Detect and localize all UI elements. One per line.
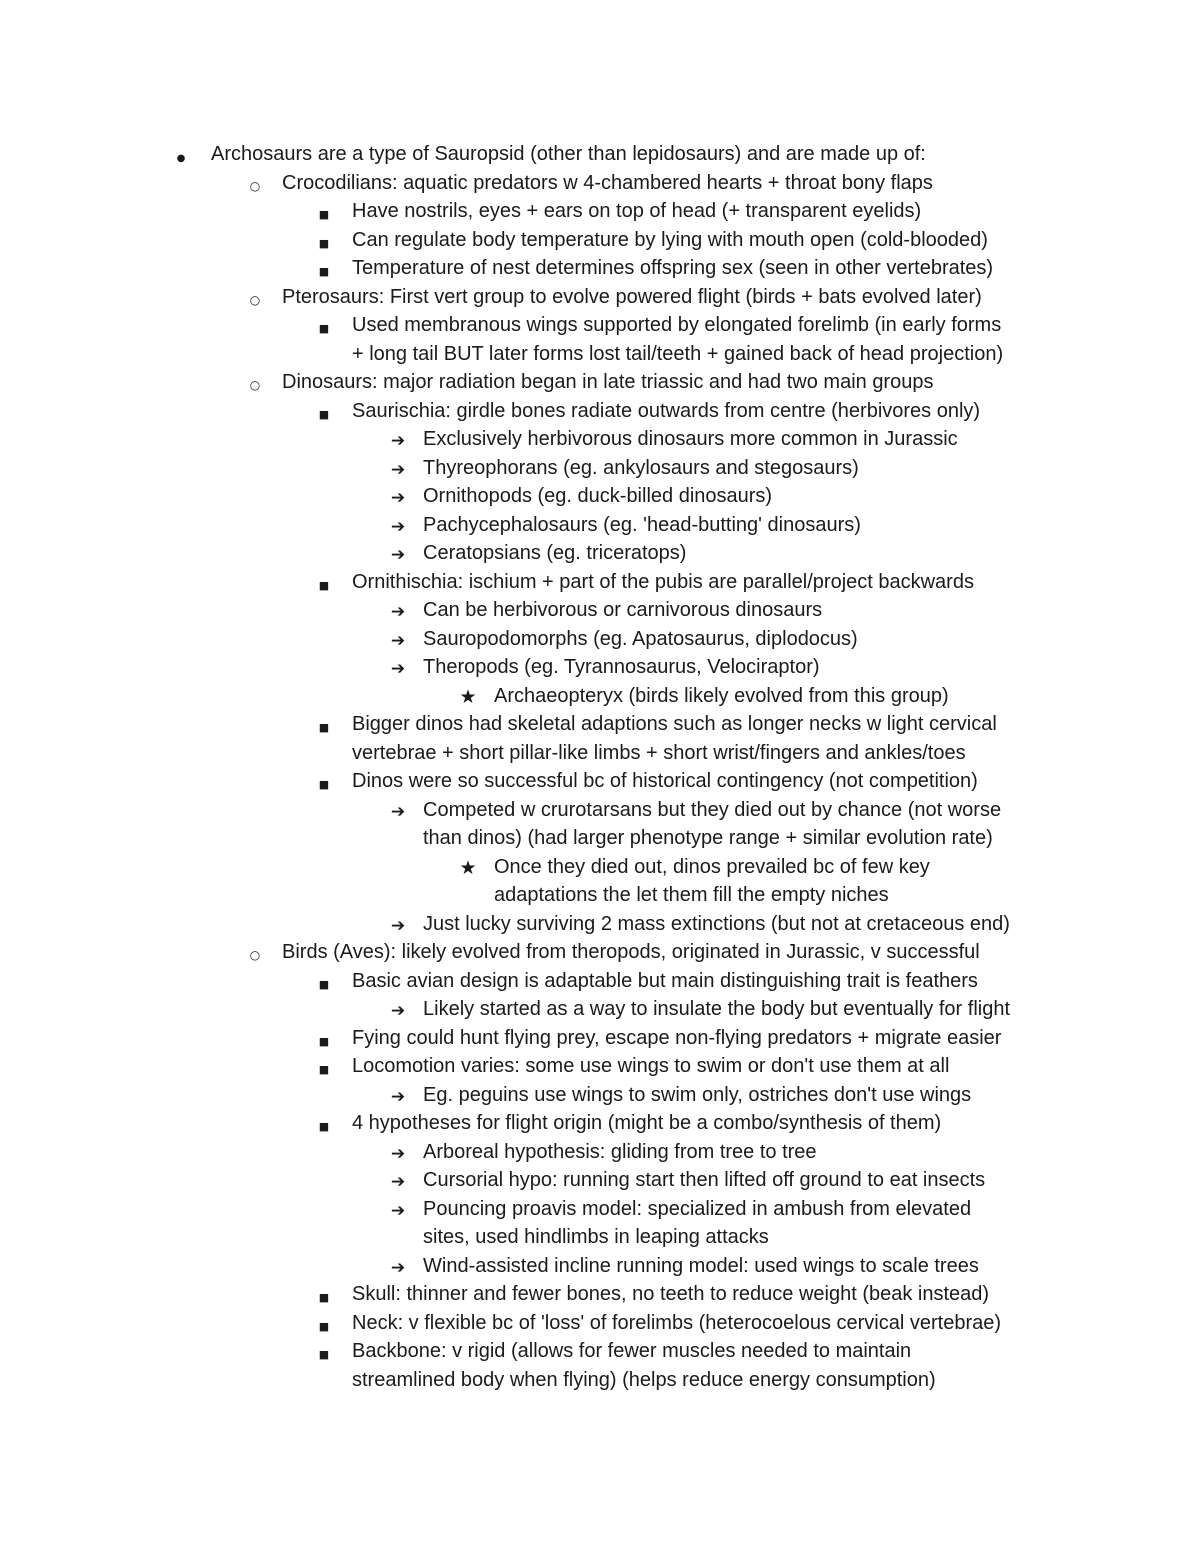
arrow-bullet-icon	[385, 1081, 411, 1111]
circle-bullet-icon	[242, 368, 268, 399]
outline-text: Wind-assisted incline running model: used wings to scale trees	[423, 1255, 979, 1277]
arrow-bullet-icon	[385, 796, 411, 826]
outline-text: Can regulate body temperature by lying with mouth open (cold-blooded)	[352, 229, 988, 251]
outline-text: Competed w crurotarsans but they died out by chance (not worse	[423, 799, 1002, 821]
outline-text: Pachycephalosaurs (eg. 'head-butting' dinosaurs)	[423, 514, 861, 536]
outline-text: Eg. peguins use wings to swim only, ostriches don't use wings	[423, 1084, 972, 1106]
outline-text: Once they died out, dinos prevailed bc of few key	[494, 856, 930, 878]
arrow-bullet-icon	[385, 995, 411, 1025]
square-bullet-icon	[311, 1337, 337, 1369]
square-bullet-icon	[311, 767, 337, 799]
arrow-bullet-icon	[385, 653, 411, 683]
outline-text: Can be herbivorous or carnivorous dinosaurs	[423, 599, 823, 621]
outline-text: Basic avian design is adaptable but main distinguishing trait is feathers	[352, 970, 978, 992]
disc-bullet-icon	[168, 140, 194, 173]
circle-bullet-icon	[242, 169, 268, 200]
square-bullet-icon	[311, 710, 337, 742]
outline-text: Just lucky surviving 2 mass extinctions (but not at cretaceous end)	[423, 913, 1010, 935]
square-bullet-icon	[311, 197, 337, 229]
outline-text: Fying could hunt flying prey, escape non-flying predators + migrate easier	[352, 1027, 1002, 1049]
square-bullet-icon	[311, 967, 337, 999]
arrow-bullet-icon	[385, 1252, 411, 1282]
outline-text: 4 hypotheses for flight origin (might be a combo/synthesis of them)	[352, 1112, 942, 1134]
square-bullet-icon	[311, 254, 337, 286]
circle-bullet-icon	[242, 938, 268, 969]
outline-text: Arboreal hypothesis: gliding from tree to tree	[423, 1141, 817, 1163]
outline-text: Sauropodomorphs (eg. Apatosaurus, diplodocus)	[423, 628, 858, 650]
outline-text: Cursorial hypo: running start then lifted off ground to eat insects	[423, 1169, 986, 1191]
outline-text: Locomotion varies: some use wings to swim or don't use them at all	[352, 1055, 950, 1077]
arrow-bullet-icon	[385, 482, 411, 512]
outline-text: Ceratopsians (eg. triceratops)	[423, 542, 687, 564]
square-bullet-icon	[311, 568, 337, 600]
outline-text: than dinos) (had larger phenotype range + similar evolution rate)	[423, 827, 993, 849]
outline-text: Bigger dinos had skeletal adaptions such as longer necks w light cervical	[352, 713, 997, 735]
outline-text: Used membranous wings supported by elongated forelimb (in early forms	[352, 314, 1002, 336]
arrow-bullet-icon	[385, 910, 411, 940]
outline-text: Archosaurs are a type of Sauropsid (other than lepidosaurs) and are made up of:	[211, 143, 926, 165]
square-bullet-icon	[311, 397, 337, 429]
outline-text: Thyreophorans (eg. ankylosaurs and stegosaurs)	[423, 457, 859, 479]
arrow-bullet-icon	[385, 539, 411, 569]
outline-text: Saurischia: girdle bones radiate outwards from centre (herbivores only)	[352, 400, 981, 422]
arrow-bullet-icon	[385, 596, 411, 626]
square-bullet-icon	[311, 1052, 337, 1084]
outline-text: vertebrae + short pillar-like limbs + short wrist/fingers and ankles/toes	[352, 742, 966, 764]
outline-text: Have nostrils, eyes + ears on top of head (+ transparent eyelids)	[352, 200, 922, 222]
outline-text: Pouncing proavis model: specialized in ambush from elevated	[423, 1198, 972, 1220]
outline-text: Temperature of nest determines offspring sex (seen in other vertebrates)	[352, 257, 994, 279]
outline-text: Dinosaurs: major radiation began in late triassic and had two main groups	[282, 371, 934, 393]
arrow-bullet-icon	[385, 1138, 411, 1168]
outline-text: Neck: v flexible bc of 'loss' of forelimbs (heterocoelous cervical vertebrae)	[352, 1312, 1002, 1334]
square-bullet-icon	[311, 1109, 337, 1141]
star-bullet-icon	[455, 682, 481, 711]
outline-text: Pterosaurs: First vert group to evolve powered flight (birds + bats evolved later)	[282, 286, 982, 308]
square-bullet-icon	[311, 1280, 337, 1312]
outline-text: + long tail BUT later forms lost tail/teeth + gained back of head projection)	[352, 343, 1004, 365]
outline-text: Dinos were so successful bc of historical contingency (not competition)	[352, 770, 978, 792]
outline-text: streamlined body when flying) (helps reduce energy consumption)	[352, 1369, 936, 1391]
arrow-bullet-icon	[385, 625, 411, 655]
outline-text: Exclusively herbivorous dinosaurs more common in Jurassic	[423, 428, 958, 450]
outline-text: Skull: thinner and fewer bones, no teeth to reduce weight (beak instead)	[352, 1283, 990, 1305]
square-bullet-icon	[311, 311, 337, 343]
outline-text: sites, used hindlimbs in leaping attacks	[423, 1226, 769, 1248]
outline-text: Likely started as a way to insulate the body but eventually for flight	[423, 998, 1011, 1020]
outline-text: Backbone: v rigid (allows for fewer muscles needed to maintain	[352, 1340, 912, 1362]
outline-text: adaptations the let them fill the empty niches	[494, 884, 889, 906]
arrow-bullet-icon	[385, 1166, 411, 1196]
arrow-bullet-icon	[385, 1195, 411, 1225]
outline-text: Crocodilians: aquatic predators w 4-chambered hearts + throat bony flaps	[282, 172, 933, 194]
circle-bullet-icon	[242, 283, 268, 314]
outline-text: Birds (Aves): likely evolved from theropods, originated in Jurassic, v successful	[282, 941, 980, 963]
outline-text: Theropods (eg. Tyrannosaurus, Velociraptor)	[423, 656, 820, 678]
arrow-bullet-icon	[385, 454, 411, 484]
outline-text: Ornithischia: ischium + part of the pubis are parallel/project backwards	[352, 571, 974, 593]
outline-text: Archaeopteryx (birds likely evolved from this group)	[494, 685, 949, 707]
arrow-bullet-icon	[385, 511, 411, 541]
outline-text: Ornithopods (eg. duck-billed dinosaurs)	[423, 485, 773, 507]
arrow-bullet-icon	[385, 425, 411, 455]
star-bullet-icon	[455, 853, 481, 882]
